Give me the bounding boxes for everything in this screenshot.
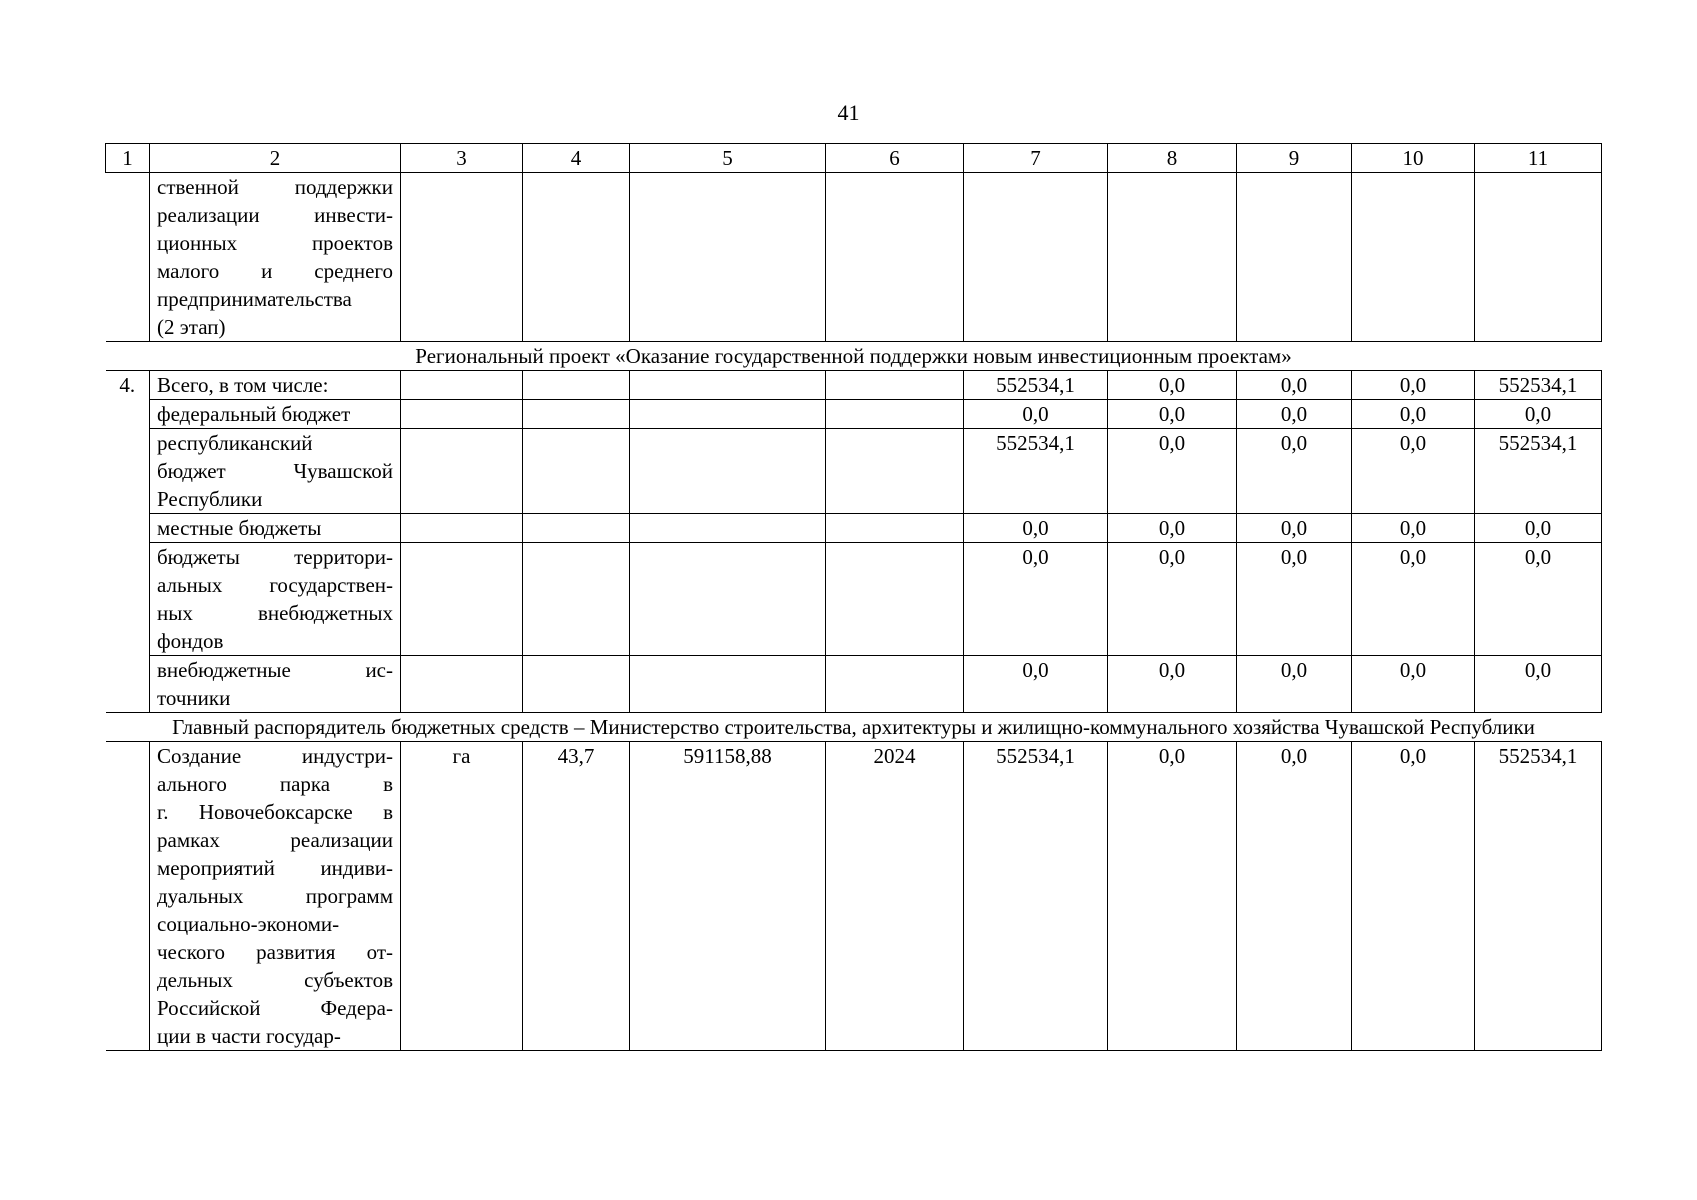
value-cell: 552534,1: [1475, 742, 1602, 1051]
empty-cell: [630, 656, 826, 713]
empty-cell: [826, 514, 964, 543]
empty-cell: [826, 429, 964, 514]
page-number: 41: [837, 100, 860, 125]
empty-cell: [1352, 173, 1475, 342]
value-cell: 0,0: [1352, 742, 1475, 1051]
value-cell: 0,0: [1237, 656, 1352, 713]
value-cell: 0,0: [1237, 543, 1352, 656]
empty-cell: [523, 400, 630, 429]
column-number-header-row: [106, 144, 1602, 173]
text-line: ных внебюджетных: [157, 601, 393, 625]
text-line: внебюджетные ис-: [157, 658, 393, 682]
empty-cell: [523, 543, 630, 656]
section-header-row: [106, 342, 1602, 371]
col-header: 9: [1237, 144, 1352, 173]
value-cell: 0,0: [964, 656, 1108, 713]
empty-cell: [401, 429, 523, 514]
text-line: малого и среднего: [157, 259, 393, 283]
value-cell: 552534,1: [964, 371, 1108, 400]
text-line: ционных проектов: [157, 231, 393, 255]
value-cell: 0,0: [1352, 371, 1475, 400]
row-number-cell: [106, 742, 150, 1051]
value-cell: 552534,1: [964, 742, 1108, 1051]
col-header: 11: [1475, 144, 1602, 173]
empty-cell: [630, 429, 826, 514]
value-cell: 552534,1: [1475, 429, 1602, 514]
empty-cell: [826, 400, 964, 429]
value-cell: 0,0: [1475, 656, 1602, 713]
text-line: Всего, в том числе:: [157, 373, 329, 397]
text-line: дельных субъектов: [157, 968, 393, 992]
empty-cell: [401, 371, 523, 400]
empty-cell: [523, 173, 630, 342]
col-header: 6: [826, 144, 964, 173]
budget-row-label: [150, 543, 401, 656]
empty-cell: [523, 514, 630, 543]
budget-table: [105, 143, 1602, 1051]
budget-row-label: [150, 656, 401, 713]
empty-cell: [401, 173, 523, 342]
budget-row: [106, 429, 1602, 514]
row-number-cell: [106, 173, 150, 342]
text-line: Российской Федера-: [157, 996, 393, 1020]
empty-cell: [826, 656, 964, 713]
empty-cell: [1237, 173, 1352, 342]
value-cell: 0,0: [1475, 514, 1602, 543]
col-header: 2: [150, 144, 401, 173]
text-line: бюджет Чувашской: [157, 459, 393, 483]
value-cell: 0,0: [1237, 514, 1352, 543]
value-cell: 0,0: [1108, 656, 1237, 713]
text-line: Республики: [157, 487, 263, 511]
empty-cell: [1475, 173, 1602, 342]
text-line: Создание индустри-: [157, 744, 393, 768]
value-cell: 0,0: [1352, 656, 1475, 713]
value-cell: 0,0: [964, 543, 1108, 656]
empty-cell: [401, 656, 523, 713]
unit-cell: га: [401, 742, 523, 1051]
budget-row-label: [150, 371, 401, 400]
value-cell: 0,0: [1352, 400, 1475, 429]
text-line: ции в части государ-: [157, 1024, 341, 1048]
text-line: дуальных программ: [157, 884, 393, 908]
value-cell: 0,0: [1352, 429, 1475, 514]
value-cell: 552534,1: [964, 429, 1108, 514]
row-number: 4.: [106, 371, 150, 713]
empty-cell: [630, 514, 826, 543]
value-cell: 0,0: [1108, 742, 1237, 1051]
empty-cell: [630, 173, 826, 342]
value-cell: 0,0: [1108, 543, 1237, 656]
value-cell: 0,0: [1108, 514, 1237, 543]
empty-cell: [401, 514, 523, 543]
section-header-row: [106, 713, 1602, 742]
text-line: социально-экономи-: [157, 912, 340, 936]
value-cell: 0,0: [1237, 400, 1352, 429]
value-cell: 0,0: [1237, 371, 1352, 400]
text-line: г. Новочебоксарске в: [157, 800, 393, 824]
col-header: 4: [523, 144, 630, 173]
budget-row: [106, 400, 1602, 429]
text-line: республиканский: [157, 431, 313, 455]
value-cell: 0,0: [964, 400, 1108, 429]
budget-row: [106, 514, 1602, 543]
regional-project-title: Региональный проект «Оказание государственной поддержки новым инвестиционным проектам»: [106, 342, 1602, 371]
empty-cell: [630, 371, 826, 400]
text-line: (2 этап): [157, 315, 226, 339]
text-line: рамках реализации: [157, 828, 393, 852]
text-line: ческого развития от-: [157, 940, 393, 964]
value-cell: 0,0: [1237, 429, 1352, 514]
empty-cell: [964, 173, 1108, 342]
empty-cell: [630, 400, 826, 429]
budget-row-label: [150, 429, 401, 514]
empty-cell: [826, 371, 964, 400]
empty-cell: [401, 543, 523, 656]
empty-cell: [401, 400, 523, 429]
value-cell: 0,0: [1352, 543, 1475, 656]
value-cell: 0,0: [1108, 400, 1237, 429]
col-header: 3: [401, 144, 523, 173]
year-cell: 2024: [826, 742, 964, 1051]
col-header: 7: [964, 144, 1108, 173]
value-cell: 0,0: [1237, 742, 1352, 1051]
project-label: [150, 742, 401, 1051]
text-line: точники: [157, 686, 231, 710]
value-cell: 591158,88: [630, 742, 826, 1051]
empty-cell: [826, 543, 964, 656]
continuation-label: [150, 173, 401, 342]
col-header: 10: [1352, 144, 1475, 173]
empty-cell: [523, 656, 630, 713]
value-cell: 0,0: [1475, 400, 1602, 429]
value-cell: 0,0: [964, 514, 1108, 543]
empty-cell: [523, 429, 630, 514]
value-cell: 0,0: [1108, 371, 1237, 400]
text-line: альных государствен-: [157, 573, 393, 597]
text-line: фондов: [157, 629, 224, 653]
text-line: федеральный бюджет: [157, 402, 351, 426]
text-line: реализации инвести-: [157, 203, 393, 227]
col-header: 5: [630, 144, 826, 173]
empty-cell: [1108, 173, 1237, 342]
text-line: ального парка в: [157, 772, 393, 796]
budget-row: [106, 656, 1602, 713]
text-line: местные бюджеты: [157, 516, 322, 540]
value-cell: 0,0: [1352, 514, 1475, 543]
empty-cell: [523, 371, 630, 400]
budget-row-label: [150, 514, 401, 543]
text-line: бюджеты территори-: [157, 545, 393, 569]
budget-row-label: [150, 400, 401, 429]
col-header: 8: [1108, 144, 1237, 173]
project-row: [106, 742, 1602, 1051]
col-header: 1: [106, 144, 150, 173]
text-line: мероприятий индиви-: [157, 856, 393, 880]
chief-administrator-title: Главный распорядитель бюджетных средств – Министерство строительства, архитектуры и жилищно-коммунального хозяйства Чувашской Республики: [106, 713, 1602, 742]
value-cell: 43,7: [523, 742, 630, 1051]
empty-cell: [630, 543, 826, 656]
budget-row: [106, 371, 1602, 400]
value-cell: 552534,1: [1475, 371, 1602, 400]
text-line: предпринимательства: [157, 287, 352, 311]
empty-cell: [826, 173, 964, 342]
text-line: ственной поддержки: [157, 175, 393, 199]
value-cell: 0,0: [1108, 429, 1237, 514]
continuation-row: [106, 173, 1602, 342]
budget-row: [106, 543, 1602, 656]
value-cell: 0,0: [1475, 543, 1602, 656]
